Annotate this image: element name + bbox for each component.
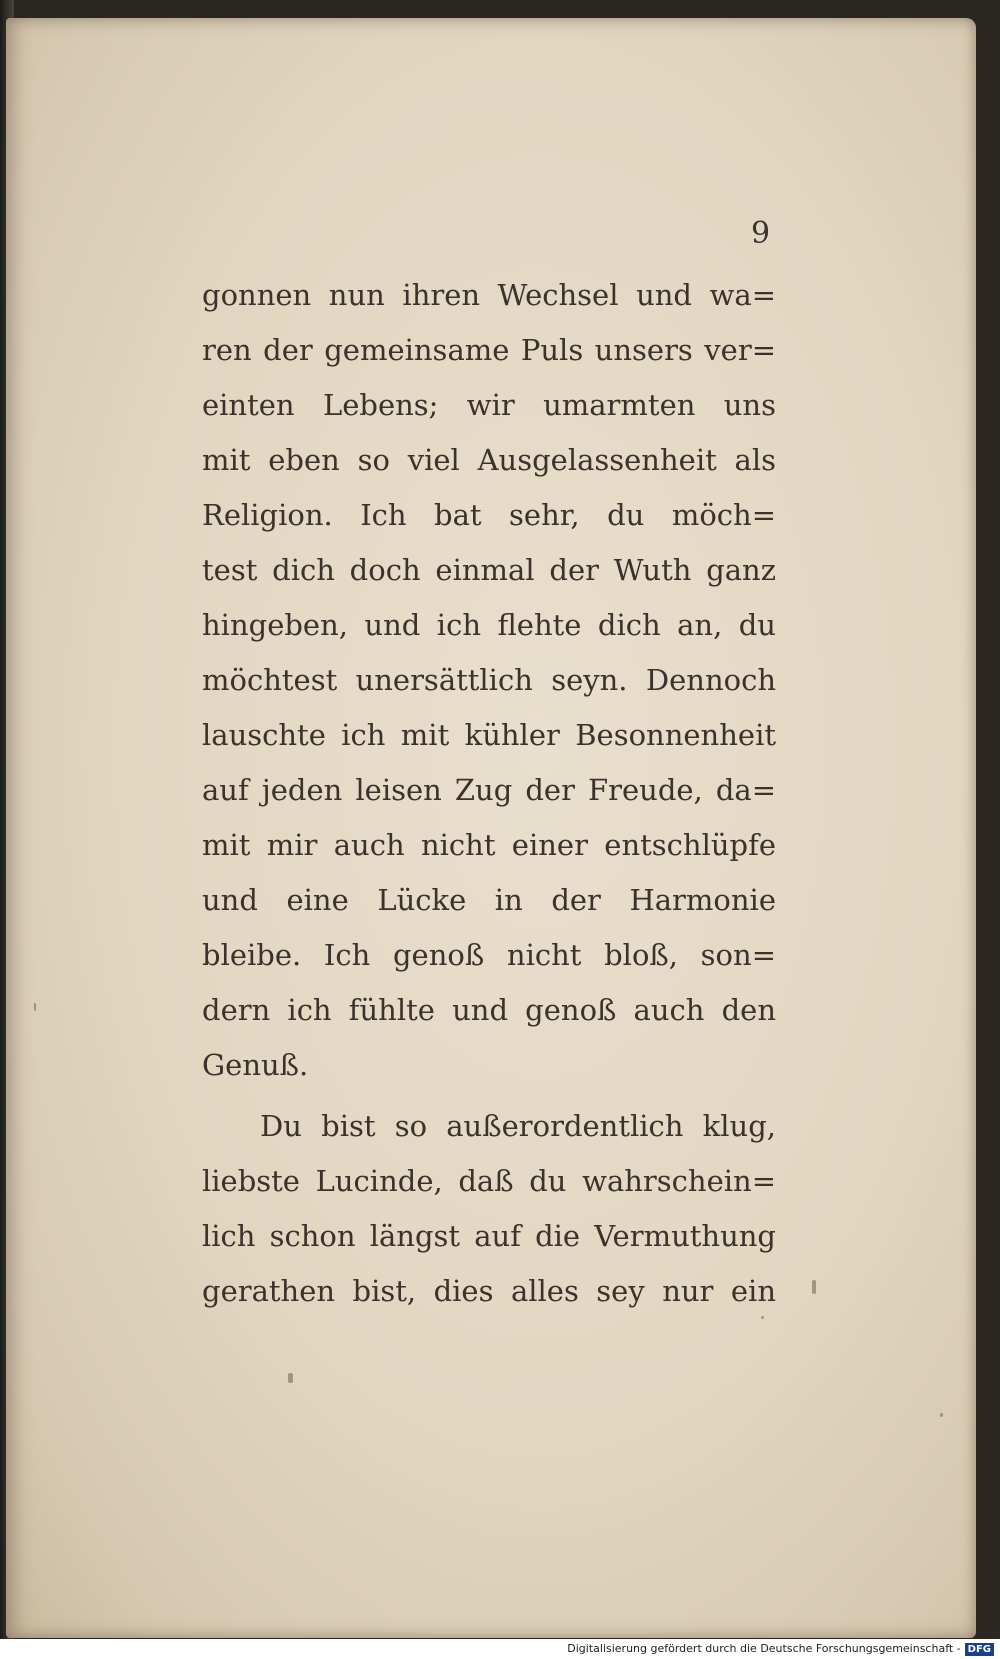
- page-number: 9: [751, 216, 771, 251]
- text-line: mit eben so viel Ausgelassenheit als: [202, 443, 776, 477]
- digitization-credit: [567, 1642, 994, 1656]
- text-line: gerathen bist, dies alles sey nur ein: [202, 1274, 776, 1308]
- text-line: hingeben, und ich flehte dich an, du: [202, 608, 776, 642]
- paragraph-1: [202, 268, 776, 1093]
- credit-text: Digitalisierung gefördert durch die Deutsche Forschungsgemeinschaft -: [567, 1642, 961, 1655]
- text-line: ren der gemeinsame Puls unsers ver=: [202, 333, 776, 367]
- text-line: lauschte ich mit kühler Besonnenheit: [202, 718, 776, 752]
- text-line: möchtest unersättlich seyn. Dennoch: [202, 663, 776, 697]
- text-line: liebste Lucinde, daß du wahrschein=: [202, 1164, 776, 1198]
- paper-speck: [812, 1280, 816, 1294]
- paper-speck: [34, 1003, 36, 1011]
- page-body-text: [202, 268, 776, 1319]
- text-line: dern ich fühlte und genoß auch den: [202, 993, 776, 1027]
- text-line: bleibe. Ich genoß nicht bloß, son=: [202, 938, 776, 972]
- text-line: einten Lebens; wir umarmten uns: [202, 388, 776, 422]
- paper-speck: [940, 1413, 943, 1417]
- text-line: test dich doch einmal der Wuth ganz: [202, 553, 776, 587]
- paragraph-2: [202, 1099, 776, 1319]
- text-line: gonnen nun ihren Wechsel und wa=: [202, 278, 776, 312]
- dfg-logo-icon: DFG: [965, 1643, 994, 1656]
- text-line: Genuß.: [202, 1048, 309, 1082]
- paper-speck: [761, 1316, 764, 1319]
- book-page: [6, 18, 976, 1638]
- text-line: auf jeden leisen Zug der Freude, da=: [202, 773, 776, 807]
- text-line: Du bist so außerordentlich klug,: [260, 1109, 776, 1143]
- paper-speck: [288, 1373, 293, 1383]
- text-line: mit mir auch nicht einer entschlüpfe: [202, 828, 776, 862]
- text-line: lich schon längst auf die Vermuthung: [202, 1219, 776, 1253]
- text-line: Religion. Ich bat sehr, du möch=: [202, 498, 776, 532]
- text-line: und eine Lücke in der Harmonie: [202, 883, 776, 917]
